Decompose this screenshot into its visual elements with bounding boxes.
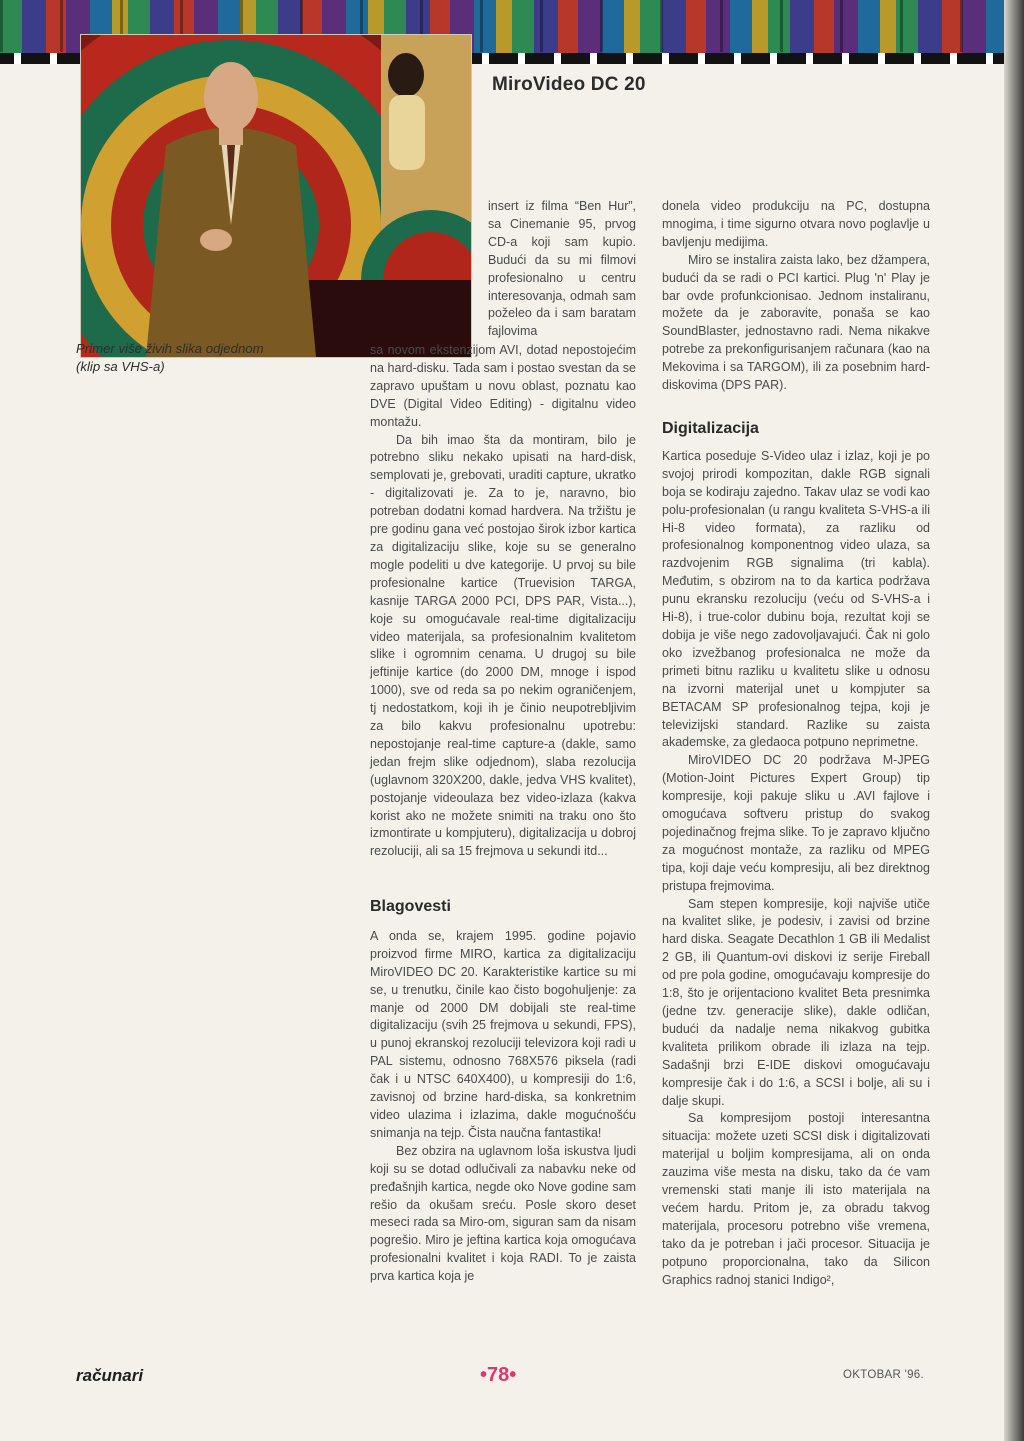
col2-para-2: Miro se instalira zaista lako, bez džampera, budući da se radi o PCI kartici. Plug 'n' Play je bar ovde profunkcionisao. Jednom instaliranu, možete da je zaboravite, ponaša se kao SoundBlaster, jednostavno radi. Nema nikakve potrebe za prekonfigurisanjem računara (kao na Mekovima i sa TARGOM), ili za posebnim hard-diskovima (DPS PAR).	[662, 252, 930, 393]
caption-line-1: Primer više živih slika odjednom	[76, 341, 264, 356]
col2-para-1: donela video produkciju na PC, dostupna mnogima, i time sigurno otvara novo poglavlje u bavljenju medijima.	[662, 199, 930, 249]
footer-page-number: •78•	[480, 1364, 517, 1386]
column-1-intro	[488, 198, 636, 341]
col1-para-4: Bez obzira na uglavnom loša iskustva ljudi koji su se dotad odlučivali za nabavku neke od pređašnjih kartica, negde oko Nove godine sam rešio da okušam sreću. Posle skoro deset meseci rada sa Miro-om, siguran sam da nisam pogrešio. Miro je jeftina kartica koja omogućava profesionalni kvalitet i koja RADI. To je zaista prva kartica koja je	[370, 1143, 636, 1284]
footer-magazine-name: računari	[76, 1366, 144, 1385]
section-heading-blagovesti: Blagovesti	[370, 898, 451, 915]
footer-issue-date: OKTOBAR '96.	[843, 1369, 925, 1381]
photo-caption	[76, 340, 316, 376]
col1-intro-text: insert iz filma “Ben Hur”, sa Cinemanie 95, prvog CD-a koji sam kupio. Budući da su mi filmovi profesionalno u centru interesovanja, odmah sam poželeo da i sam baratam fajlovima	[488, 199, 636, 339]
photo-illustration	[81, 35, 471, 357]
column-1-section	[370, 898, 636, 1286]
article-title: MiroVideo DC 20	[492, 74, 646, 95]
section-heading-digitalizacija: Digitalizacija	[662, 420, 759, 437]
page-edge-shadow	[1004, 0, 1024, 1441]
col1-para-2: Da bih imao šta da montiram, bilo je potrebno sliku nekako upisati na hard-disk, semplovati je, grebovati, uraditi capture, ukratko - digitalizovati je. Za to je, naravno, bio potreban dodatni komad hardvera. Na tržištu je pre godinu gana već postojao širok izbor kartica za digitalizaciju slike, koje su se generalno mogle podeliti u dve kategorije. U prvoj su bile profesionalne kartice (Truevision TARGA, kasnije TARGA 2000 PCI, DPS PAR, Vista...), koje su omogućavale real-time digitalizaciju video materijala, sa profesionalnim kvalitetom slike i ogromnim cenama. U drugoj su bile jeftinije kartice (do 2000 DM, mnoge i ispod 1000), sve od reda sa po nekim ograničenjem, tj nedostatkom, koji ih je činio neupotrebljivim za bilo kakvu profesionalnu upotrebu: nepostojanje real-time capture-a (dakle, samo jedan frejm slike odjednom), slaba rezolucija (uglavnom 320X200, dakle, jedva VHS kvalitet), postojanje videoulaza bez video-izlaza (kakva korist ako ne možete snimiti na traku ono što izmontirate u kompjuteru), digitalizacija u dobroj rezoluciji, ali sa 15 frejmova u sekundi itd...	[370, 432, 636, 859]
column-2-top	[662, 198, 930, 395]
caption-line-2: (klip sa VHS-a)	[76, 359, 165, 374]
col2-para-4: MiroVIDEO DC 20 podržava M-JPEG (Motion-Joint Pictures Expert Group) tip kompresije, koji pakuje sliku u .AVI fajlove i omogućava softveru pristup do svakog pojedinačnog frejma slike. To je zapravo ključno za mogućnost montaže, za razliku od MPEG tipa, koji daje veću kompresiju, ali bez direktnog pristupa frejmovima.	[662, 753, 930, 893]
column-1-body	[370, 342, 636, 861]
col1-para-3: A onda se, krajem 1995. godine pojavio proizvod firme MIRO, kartica za digitalizaciju MiroVIDEO DC 20. Karakteristike kartice su mi se, u trenutku, činile kao čisto bogohuljenje: za manje od 2000 DM dobijali ste real-time digitalizaciju (svih 25 frejmova u sekundi, FPS), u punoj ekranskoj rezoluciji televizora koji radi u PAL sistemu, odnosno 768X576 piksela (radi čak i u NTSC 640X400), u kompresiji do 1:6, zavisnoj od brzine hard-diska, sa konkretnim video ulazima i izlazima, dakle mogućnošću snimanja na tejp. Čista naučna fantastika!	[370, 928, 636, 1140]
col1-para-1: sa novom ekstenzijom AVI, dotad nepostojećim na hard-disku. Tada sam i postao svestan da se zapravo upuštam u novu oblast, poznatu kao DVE (Digital Video Editing) - digitalnu video montažu.	[370, 343, 636, 429]
col2-para-5: Sam stepen kompresije, koji najviše utiče na kvalitet slike, je podesiv, i zavisi od brzine hard diska. Seagate Decathlon 1 GB ili Medalist 2 GB, ili Quantum-ovi diskovi iz serije Fireball od pre pola godine, omogućavaju kompresije do 1:8, što je orijentaciono kvalitet Beta presnimka (jedne tzv. generacije slike), dakle odličan, budući da nadalje nema nikakvog gubitka kvaliteta prilikom obrade ili izlaza na tejp. Sadašnji brzi E-IDE diskovi omogućavaju kompresije čak i do 1:6, a SCSI i bolje, ali su i dalje skupi.	[662, 896, 930, 1108]
article-photo	[80, 34, 472, 358]
column-2-section	[662, 420, 930, 1290]
col2-para-3: Kartica poseduje S-Video ulaz i izlaz, koji je po svojoj prirodi kompozitan, dakle RGB signali boja se kodiraju zajedno. Takav ulaz se vodi kao polu-profesionalan (u rangu kvaliteta S-VHS-a ili Hi-8 video formata), za razliku od profesionalnog komponentnog video ulaza, sa razdvojenim RGB signalima (tri kabla). Međutim, s obzirom na to da kartica podržava punu ekransku rezoluciju (veću od S-VHS-a i Hi-8), i true-color dubinu boja, rezultat koji se dobija je više nego zadovoljavajući. Čak ni golo oko izvežbanog profesionalca ne može da primeti bitnu razliku u kvalitetu slike u odnosu na izvorni materijal unet u kompjuter sa BETACAM SP profesionalnog tejpa, koji je televizijski standard. Razlike su zaista akademske, za gledaoca potpuno neprimetne.	[662, 448, 930, 750]
col2-para-6: Sa kompresijom postoji interesantna situacija: možete uzeti SCSI disk i digitalizovati materijal u boljim kompresijama, ali on onda zauzima više mesta na disku, tako da će vam vremenski stati manje ili isto materijala na većem hardu. Pritom je, za obradu takvog materijala, procesoru potrebno više vremena, tako da je potreban i jači procesor. Situacija je potpuno proporcionalna, tako da Silicon Graphics radnoj stanici Indigo²,	[662, 1111, 930, 1287]
